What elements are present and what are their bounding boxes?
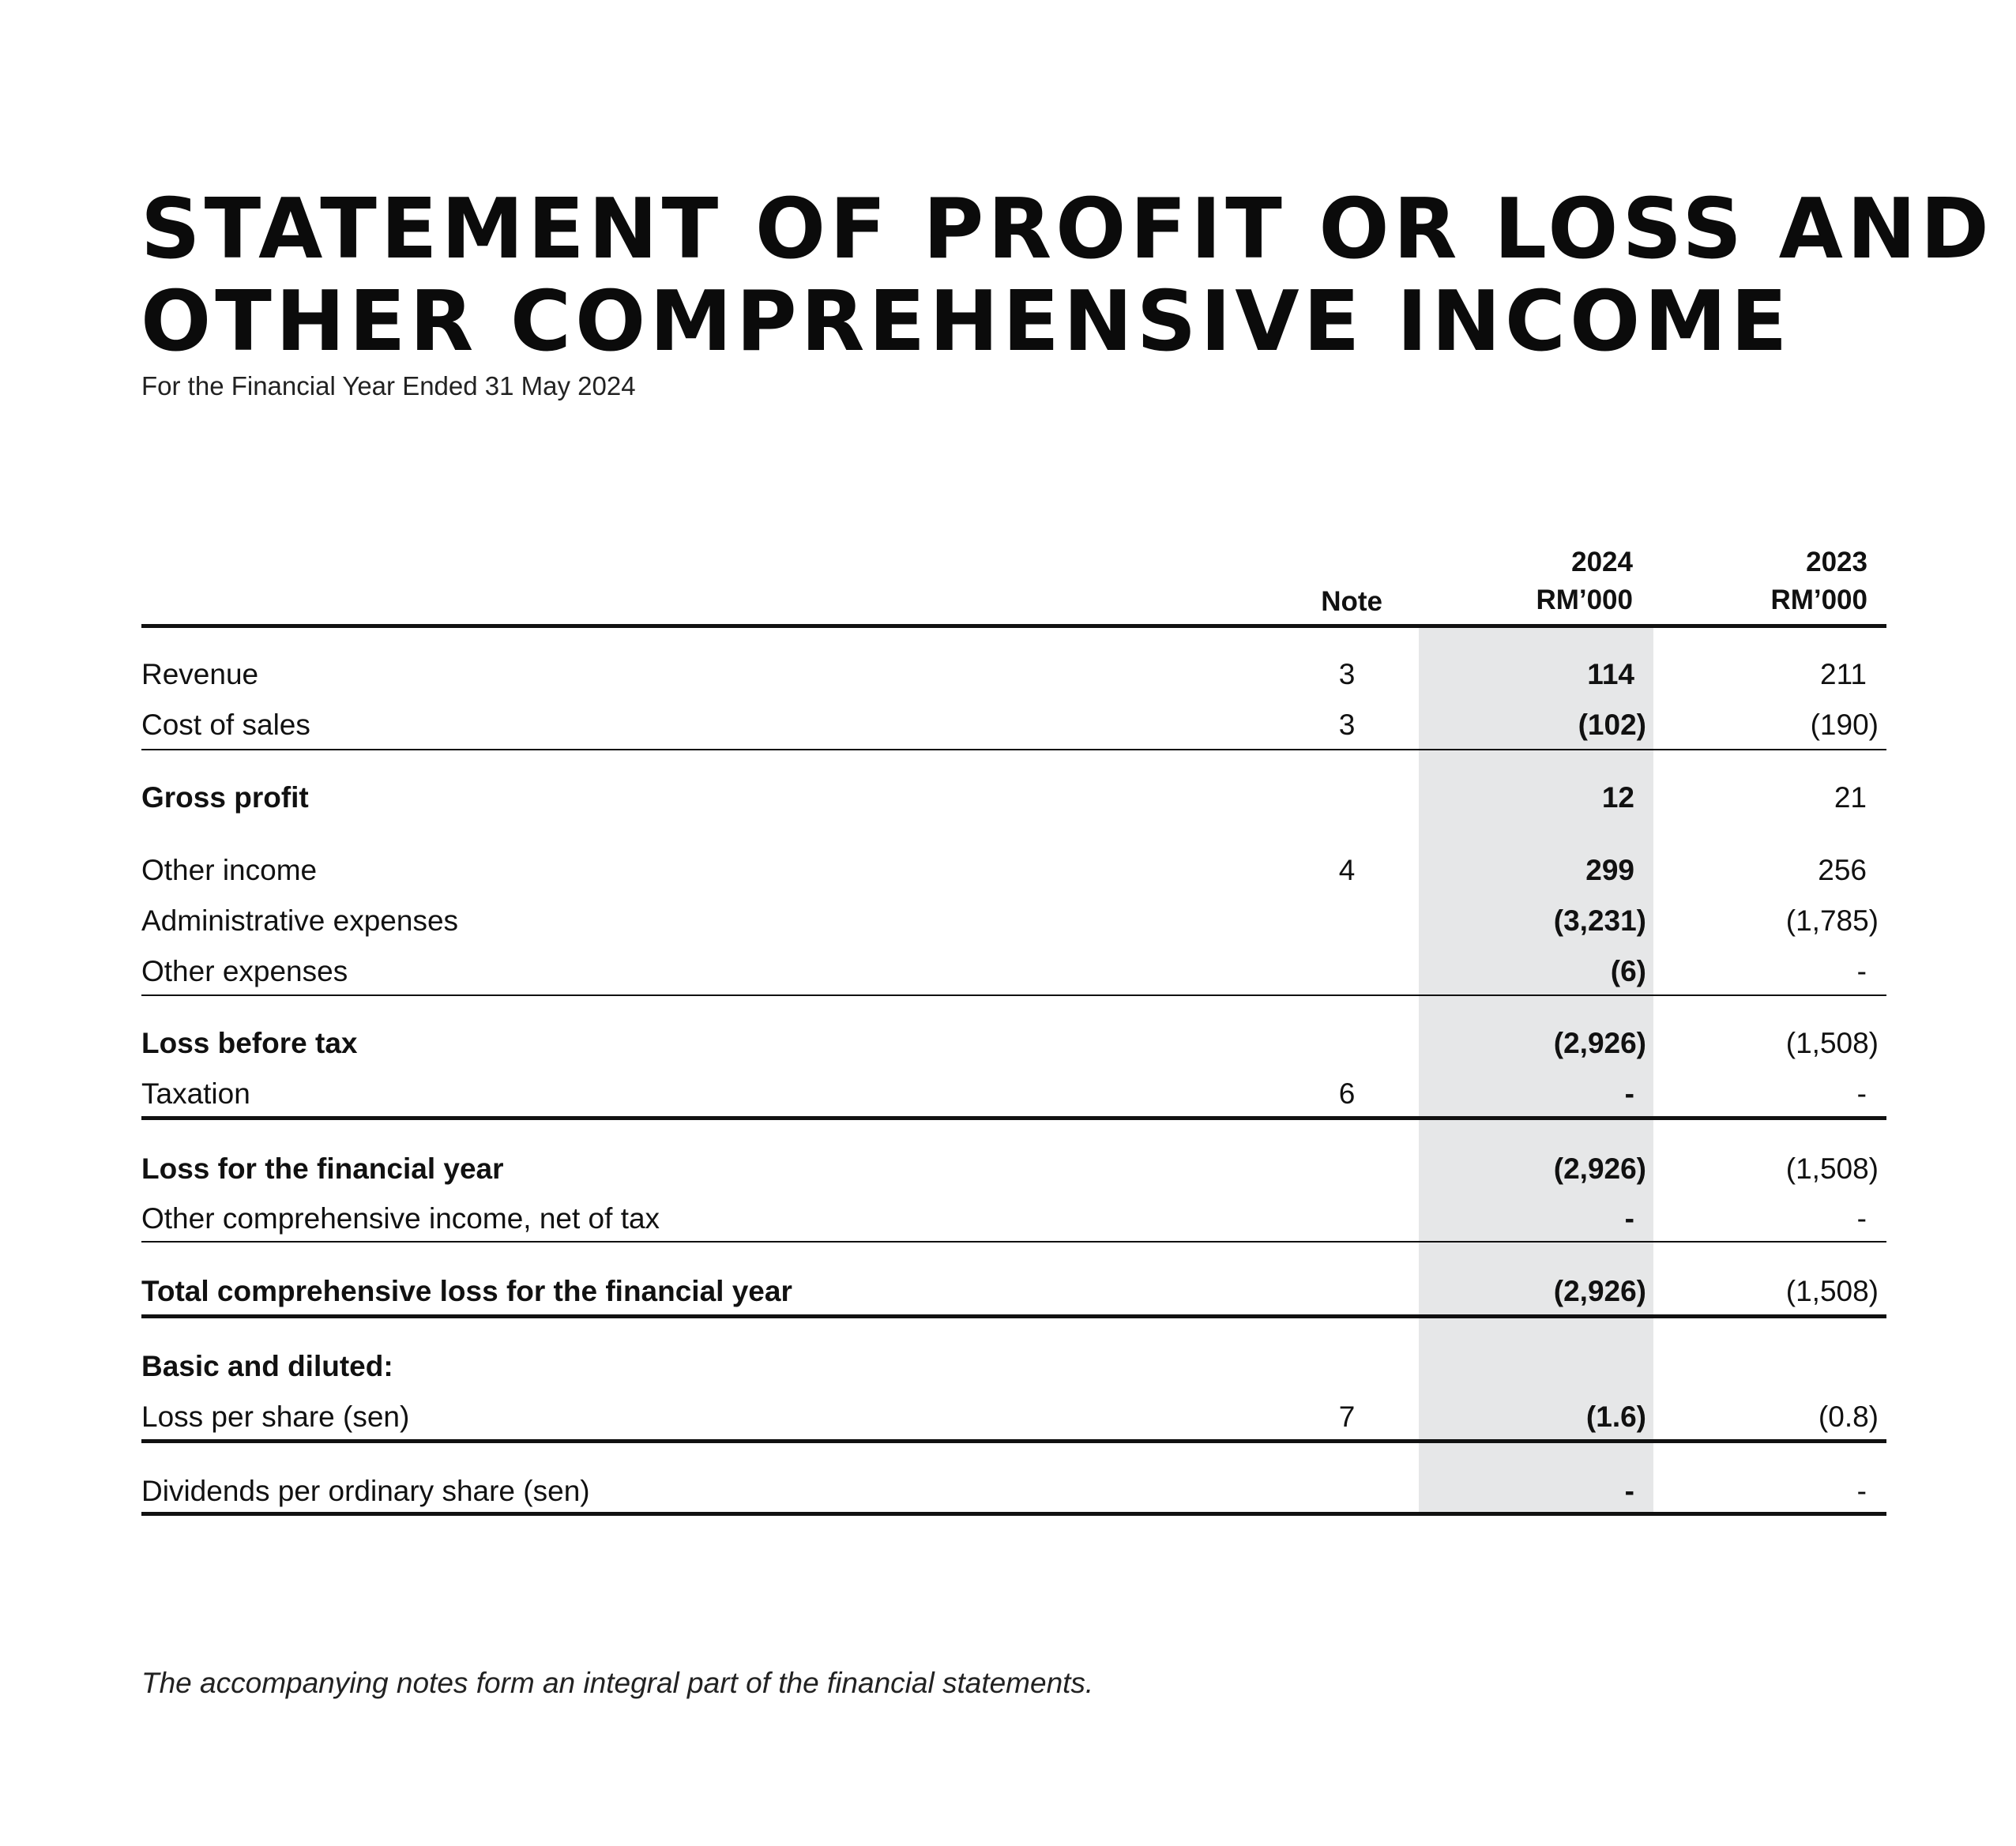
table-row (0, 655, 2016, 694)
total-rule (141, 1314, 1886, 1318)
period-subtitle: For the Financial Year Ended 31 May 2024 (141, 371, 636, 400)
row-value-2024: (2,926) (1553, 1027, 1646, 1059)
row-label: Revenue (141, 658, 259, 690)
row-value-2023: - (1856, 1475, 1867, 1507)
table-row (0, 901, 2016, 941)
subtotal-rule (141, 994, 1886, 996)
row-value-2024: (3,231) (1553, 904, 1646, 937)
row-label: Administrative expenses (141, 904, 459, 937)
row-note: 3 (1338, 709, 1356, 741)
current-year-unit: RM’000 (1536, 585, 1633, 615)
row-label: Dividends per ordinary share (sen) (141, 1475, 590, 1507)
total-rule (141, 1439, 1886, 1443)
row-value-2023: 21 (1834, 781, 1867, 814)
row-value-2023: (1,508) (1785, 1275, 1879, 1307)
row-value-2024: (6) (1610, 955, 1646, 987)
page-title (141, 183, 1993, 368)
table-row (0, 1397, 2016, 1437)
row-value-2023: (1,508) (1785, 1152, 1879, 1185)
row-note: 4 (1338, 854, 1356, 886)
prior-year-label: 2023 (1806, 547, 1867, 577)
title-line-2: OTHER COMPREHENSIVE INCOME (141, 273, 1792, 370)
row-value-2024: - (1624, 1077, 1634, 1110)
table-row (0, 778, 2016, 818)
table-row (0, 1024, 2016, 1063)
row-label: Loss per share (sen) (141, 1400, 410, 1433)
row-value-2024: 114 (1587, 658, 1634, 690)
subtotal-rule (141, 749, 1886, 750)
table-row (0, 1272, 2016, 1311)
subtotal-rule (141, 1241, 1886, 1243)
note-header-label: Note (1321, 586, 1382, 617)
row-value-2023: - (1856, 955, 1867, 987)
table-row (0, 1347, 2016, 1386)
row-value-2023: 256 (1818, 854, 1867, 886)
current-year-column-header (1536, 543, 1633, 619)
row-label: Cost of sales (141, 709, 310, 741)
row-value-2023: - (1856, 1202, 1867, 1235)
closing-rule (141, 1512, 1886, 1516)
header-rule (141, 624, 1886, 628)
title-line-1: STATEMENT OF PROFIT OR LOSS AND (141, 181, 1993, 277)
row-label: Basic and diluted: (141, 1350, 393, 1382)
row-value-2024: - (1624, 1475, 1634, 1507)
table-row (0, 1472, 2016, 1511)
row-label: Gross profit (141, 781, 309, 814)
row-label: Other comprehensive income, net of tax (141, 1202, 660, 1235)
row-label: Other expenses (141, 955, 348, 987)
note-column-header (1296, 583, 1382, 621)
footnote: The accompanying notes form an integral part of the financial statements. (141, 1667, 1094, 1699)
row-value-2024: (2,926) (1553, 1275, 1646, 1307)
row-value-2024: (1.6) (1585, 1400, 1646, 1433)
row-value-2023: (1,508) (1785, 1027, 1879, 1059)
prior-year-unit: RM’000 (1770, 585, 1867, 615)
row-value-2024: (2,926) (1553, 1152, 1646, 1185)
prior-year-column-header (1770, 543, 1867, 619)
table-row (0, 1149, 2016, 1189)
row-label: Loss for the financial year (141, 1152, 504, 1185)
row-value-2024: 12 (1601, 781, 1634, 814)
current-year-label: 2024 (1571, 547, 1633, 577)
row-label: Loss before tax (141, 1027, 358, 1059)
row-value-2023: - (1856, 1077, 1867, 1110)
row-value-2023: (0.8) (1818, 1400, 1879, 1433)
table-row (0, 705, 2016, 745)
table-row (0, 1074, 2016, 1114)
row-value-2024: (102) (1578, 709, 1646, 741)
row-value-2023: (190) (1810, 709, 1879, 741)
row-value-2023: (1,785) (1785, 904, 1879, 937)
table-row (0, 952, 2016, 991)
row-label: Taxation (141, 1077, 250, 1110)
total-rule (141, 1116, 1886, 1120)
row-note: 3 (1338, 658, 1356, 690)
table-row (0, 1199, 2016, 1239)
row-note: 7 (1338, 1400, 1356, 1433)
row-value-2024: 299 (1585, 854, 1634, 886)
row-value-2024: - (1624, 1202, 1634, 1235)
row-value-2023: 211 (1820, 658, 1867, 690)
row-label: Total comprehensive loss for the financial year (141, 1275, 792, 1307)
row-note: 6 (1338, 1077, 1356, 1110)
row-label: Other income (141, 854, 318, 886)
table-row (0, 851, 2016, 890)
